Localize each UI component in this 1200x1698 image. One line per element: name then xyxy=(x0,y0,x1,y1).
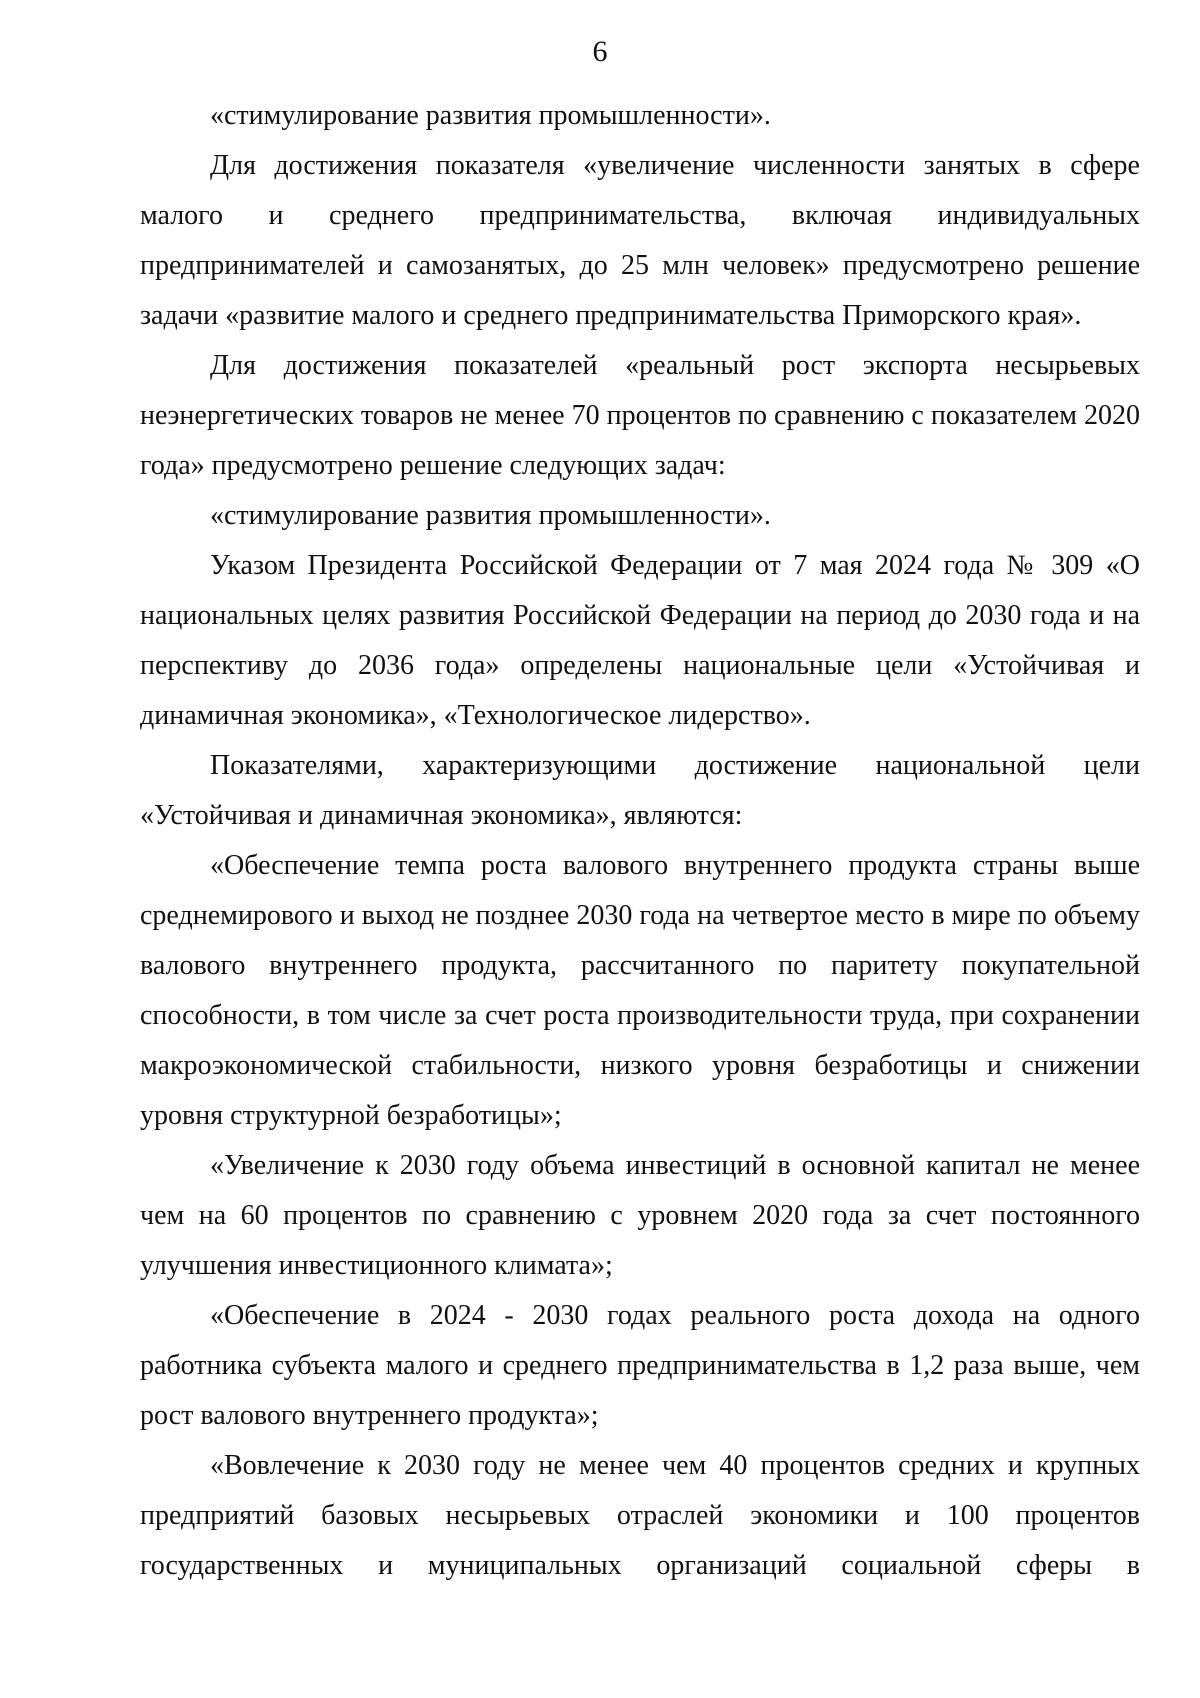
paragraph: «стимулирование развития промышленности». xyxy=(210,100,771,131)
paragraph: Показателями, характеризующими достижение национальной цели «Устойчивая и динамичная экономика», являются: xyxy=(140,750,1140,831)
paragraph: «стимулирование развития промышленности». xyxy=(210,500,771,531)
paragraph: Указом Президента Российской Федерации от 7 мая 2024 года № 309 «О национальных целях развития Российской Федерации на период до 2030 года и на перспективу до 2036 года» определены национальные цели «Устойчивая и динамичная экономика», «Технологическое лидерство». xyxy=(140,550,1140,731)
paragraph: Для достижения показателя «увеличение численности занятых в сфере малого и среднего предпринимательства, включая индивидуальных предпринимателей и самозанятых, до 25 млн человек» предусмотрено решение задачи «развитие малого и среднего предпринимательства Приморского края». xyxy=(140,150,1140,331)
paragraph: «Увеличение к 2030 году объема инвестиций в основной капитал не менее чем на 60 процентов по сравнению с уровнем 2020 года за счет постоянного улучшения инвестиционного климата»; xyxy=(140,1150,1140,1281)
paragraph: «Вовлечение к 2030 году не менее чем 40 процентов средних и крупных предприятий базовых несырьевых отраслей экономики и 100 процентов государственных и муниципальных организаций социальной сферы в xyxy=(140,1450,1140,1581)
paragraph: «Обеспечение темпа роста валового внутреннего продукта страны выше среднемирового и выход не позднее 2030 года на четвертое место в мире по объему валового внутреннего продукта, рассчитанного по паритету покупательной способности, в том числе за счет роста производительности труда, при сохранении макроэкономической стабильности, низкого уровня безработицы и снижении уровня структурной безработицы»; xyxy=(140,850,1140,1131)
document-body xyxy=(140,91,1140,1591)
paragraph: «Обеспечение в 2024 - 2030 годах реального роста дохода на одного работника субъекта малого и среднего предпринимательства в 1,2 раза выше, чем рост валового внутреннего продукта»; xyxy=(140,1300,1140,1431)
page-number: 6 xyxy=(592,35,608,68)
paragraph: Для достижения показателей «реальный рост экспорта несырьевых неэнергетических товаров не менее 70 процентов по сравнению с показателем 2020 года» предусмотрено решение следующих задач: xyxy=(140,350,1140,481)
